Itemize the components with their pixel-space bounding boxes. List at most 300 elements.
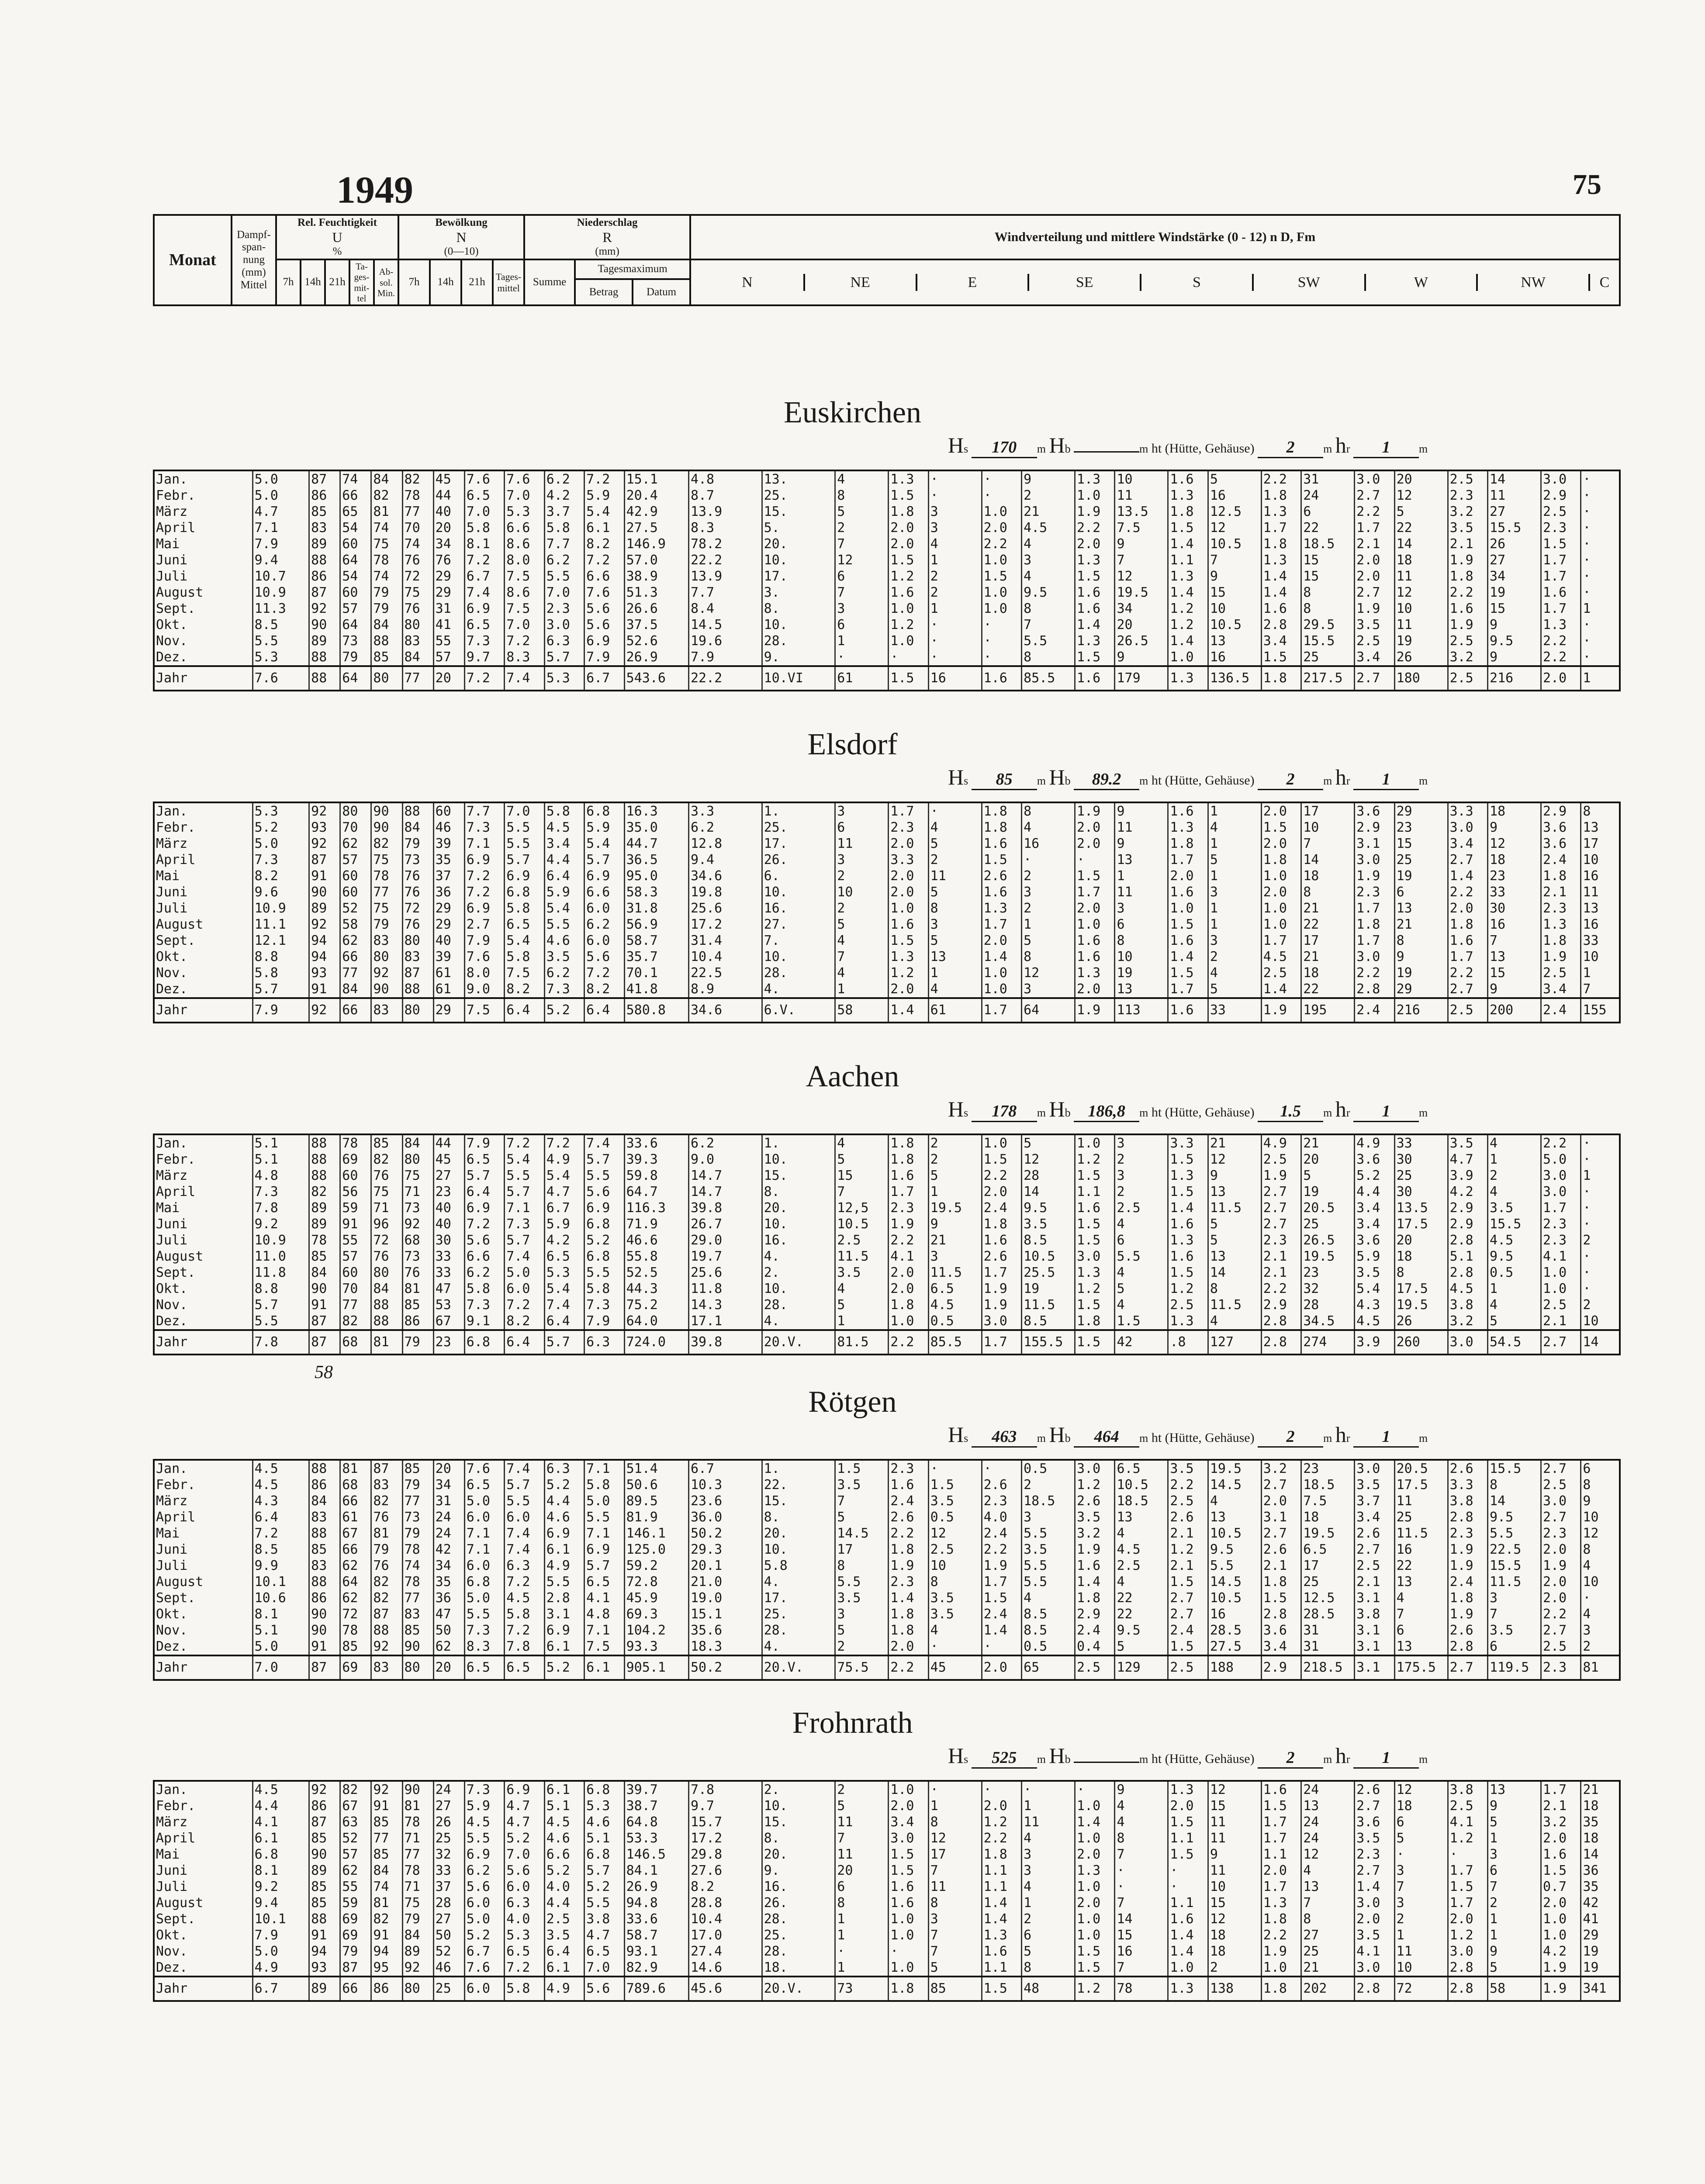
- table-cell: 77: [402, 666, 433, 691]
- table-cell: 7: [835, 584, 889, 601]
- ht-label: ht (Hütte, Gehäuse): [1151, 773, 1255, 788]
- table-cell: 9.5: [1488, 1248, 1541, 1265]
- table-cell: 1: [1488, 1151, 1541, 1168]
- table-cell: 6.7: [584, 666, 624, 691]
- header-n-7h: 7h: [398, 259, 430, 305]
- table-cell: 1.: [762, 1134, 835, 1151]
- table-cell: 180: [1394, 666, 1448, 691]
- hs-value: 463: [972, 1427, 1037, 1448]
- table-cell: 15.7: [688, 1814, 762, 1830]
- table-cell: 8: [1581, 802, 1620, 819]
- table-cell: 20: [835, 1863, 889, 1879]
- table-cell: 3.1: [544, 1606, 584, 1622]
- table-cell: 10.: [762, 552, 835, 568]
- table-cell: 5.0: [252, 1943, 309, 1959]
- table-cell: 4.1: [584, 1590, 624, 1606]
- table-cell: 1.9: [1448, 1541, 1487, 1558]
- table-cell: 3: [1022, 1509, 1075, 1525]
- header-wind-title: Windverteilung und mittlere Windstärke (0 - 12) n D, Fm: [690, 215, 1620, 259]
- table-cell: 10: [1581, 949, 1620, 965]
- table-cell: 2.2: [1075, 520, 1115, 536]
- table-cell: 10.5: [1115, 1477, 1168, 1493]
- table-cell: 12.5: [1301, 1590, 1355, 1606]
- table-cell: 66: [340, 949, 371, 965]
- table-cell: 2.0: [1168, 1798, 1208, 1814]
- table-cell: 3.1: [1355, 1590, 1394, 1606]
- table-cell: 2.7: [1355, 1541, 1394, 1558]
- table-cell: 1.9: [1355, 601, 1394, 617]
- table-cell: 50.2: [688, 1655, 762, 1680]
- table-cell: 55.8: [624, 1248, 688, 1265]
- table-cell: 9.5: [1022, 1200, 1075, 1216]
- table-cell: 58: [1488, 1977, 1541, 2001]
- table-cell: 64: [340, 666, 371, 691]
- header-bew-title: Bewölkung: [435, 217, 488, 228]
- table-cell: 90: [309, 1606, 340, 1622]
- table-cell: 1.9: [1541, 949, 1580, 965]
- table-cell: 6.1: [252, 1830, 309, 1846]
- table-cell: 2.3: [1541, 1525, 1580, 1541]
- table-cell: 82: [340, 1313, 371, 1330]
- table-cell: 9.1: [464, 1313, 504, 1330]
- table-cell: 1.7: [1541, 1200, 1580, 1216]
- table-cell: 91: [309, 1927, 340, 1943]
- table-cell: 6.7: [688, 1460, 762, 1477]
- table-cell: 90: [309, 617, 340, 633]
- table-cell: 4: [835, 1134, 889, 1151]
- table-cell: 86: [309, 1590, 340, 1606]
- table-cell: 8.3: [688, 520, 762, 536]
- hb-sub: b: [1065, 1106, 1071, 1119]
- table-cell: 1.3: [889, 949, 928, 965]
- table-cell: 1.9: [982, 1281, 1021, 1297]
- table-cell: 6.5: [1115, 1460, 1168, 1477]
- table-cell: 1.5: [1075, 1297, 1115, 1313]
- table-cell: 33: [1581, 933, 1620, 949]
- table-cell: 76: [402, 601, 433, 617]
- table-cell: 7: [1208, 552, 1261, 568]
- table-cell: 80: [402, 617, 433, 633]
- table-cell: 1.6: [1261, 1781, 1301, 1798]
- table-cell: 20.V.: [762, 1330, 835, 1355]
- table-cell: 1.8: [1168, 836, 1208, 852]
- table-cell: 1.7: [1355, 520, 1394, 536]
- header-u-14h: 14h: [301, 259, 325, 305]
- table-cell: 1.9: [889, 1558, 928, 1574]
- table-cell: 15: [1301, 568, 1355, 584]
- table-cell: 1.5: [1115, 1313, 1168, 1330]
- hr-value: 1: [1353, 1102, 1419, 1122]
- table-cell: 8.: [762, 1830, 835, 1846]
- table-cell: 88: [309, 1911, 340, 1927]
- table-cell: 13: [1208, 1248, 1261, 1265]
- table-cell: 7.1: [584, 1622, 624, 1638]
- table-cell: 6.9: [505, 1781, 544, 1798]
- table-cell: 2: [1115, 1151, 1168, 1168]
- table-cell: 4.5: [1355, 1313, 1394, 1330]
- ht-label: ht (Hütte, Gehäuse): [1151, 1752, 1255, 1766]
- table-cell: 1.6: [889, 916, 928, 933]
- table-cell: 3.1: [1355, 836, 1394, 852]
- table-cell: 5: [928, 884, 982, 900]
- table-cell: 78: [1115, 1977, 1168, 2001]
- table-cell: 3.8: [1448, 1297, 1487, 1313]
- table-cell: 31.4: [688, 933, 762, 949]
- table-cell: 1.3: [1541, 916, 1580, 933]
- table-cell: 62: [340, 933, 371, 949]
- table-cell: 2.3: [1541, 900, 1580, 916]
- table-cell: 4.2: [1541, 1943, 1580, 1959]
- hb-unit: m: [1139, 1106, 1148, 1119]
- table-cell: 1.3: [1075, 965, 1115, 981]
- table-cell: 7: [1115, 1895, 1168, 1911]
- table-cell: 70.1: [624, 965, 688, 981]
- table-cell: 4.8: [252, 1168, 309, 1184]
- table-cell: 1.7: [1261, 1830, 1301, 1846]
- table-cell: 18.3: [688, 1638, 762, 1655]
- table-cell: 4.3: [252, 1493, 309, 1509]
- table-cell: 30: [433, 1232, 464, 1248]
- table-cell: 7.3: [252, 1184, 309, 1200]
- table-cell: 60: [340, 536, 371, 552]
- table-cell: 13: [1488, 1781, 1541, 1798]
- table-cell: 5.4: [544, 900, 584, 916]
- table-cell: 2.7: [1355, 666, 1394, 691]
- table-cell: 19: [1301, 1184, 1355, 1200]
- table-cell: 26: [1488, 536, 1541, 552]
- table-cell: Mai: [156, 868, 180, 884]
- table-cell: 2.9: [1448, 1200, 1487, 1216]
- table-cell: 1.4: [1448, 868, 1487, 884]
- table-cell: 8: [1394, 1265, 1448, 1281]
- table-cell: 2.0: [1355, 1911, 1394, 1927]
- table-cell: 3.5: [1448, 1134, 1487, 1151]
- table-cell: .8: [1168, 1330, 1208, 1355]
- table-cell: 2: [1022, 487, 1075, 504]
- table-cell: 1: [835, 1313, 889, 1330]
- table-cell: 88: [402, 802, 433, 819]
- table-cell: 2.3: [982, 1493, 1021, 1509]
- table-cell: 6.0: [464, 1895, 504, 1911]
- table-cell: 11: [928, 1879, 982, 1895]
- table-cell: 7: [1488, 1879, 1541, 1895]
- table-cell: 5.0: [252, 836, 309, 852]
- table-cell: 3.4: [889, 1814, 928, 1830]
- hb-label: H: [1049, 1422, 1065, 1447]
- table-cell: 6.5: [505, 1655, 544, 1680]
- table-cell: 18: [1488, 802, 1541, 819]
- table-cell: 1.8: [1261, 852, 1301, 868]
- table-cell: 905.1: [624, 1655, 688, 1680]
- table-cell: 16.: [762, 1232, 835, 1248]
- table-row: [154, 1525, 1620, 1541]
- table-cell: 5.4: [505, 1151, 544, 1168]
- station-data-table: [153, 1780, 1621, 2002]
- table-cell: 5: [835, 1151, 889, 1168]
- table-cell: 30: [1394, 1151, 1448, 1168]
- table-cell: 26: [433, 1814, 464, 1830]
- table-row: [154, 470, 1620, 487]
- header-r-datum: Datum: [633, 279, 690, 305]
- table-cell: 3.0: [1541, 1168, 1580, 1184]
- table-cell: 59.2: [624, 1558, 688, 1574]
- table-cell: 68: [340, 1477, 371, 1493]
- table-cell: 84: [371, 1863, 402, 1879]
- table-cell: 15.5: [1488, 1216, 1541, 1232]
- table-cell: 90: [371, 981, 402, 998]
- table-cell: 66: [340, 998, 371, 1023]
- table-cell: 24: [1301, 487, 1355, 504]
- table-cell: 2.2: [1168, 1477, 1208, 1493]
- table-cell: 1.9: [1355, 868, 1394, 884]
- table-cell: 84: [371, 617, 402, 633]
- table-cell: 10.5: [1022, 1248, 1075, 1265]
- table-cell: 5.7: [464, 1168, 504, 1184]
- table-cell: 2.3: [1541, 1655, 1580, 1680]
- table-cell: August: [156, 1895, 204, 1911]
- table-cell: 68: [340, 1330, 371, 1355]
- table-cell: 87: [309, 1330, 340, 1355]
- table-cell: 7.2: [464, 552, 504, 568]
- table-cell: 260: [1394, 1330, 1448, 1355]
- table-cell: 5: [1208, 1232, 1261, 1248]
- table-cell: 3.5: [1168, 1460, 1208, 1477]
- table-cell: 9: [928, 1216, 982, 1232]
- table-cell: 8.6: [505, 536, 544, 552]
- table-cell: 89: [309, 633, 340, 649]
- table-cell: 89.5: [624, 1493, 688, 1509]
- table-cell: Juni: [156, 1542, 188, 1557]
- table-cell: 7.2: [464, 1216, 504, 1232]
- table-cell: 84: [402, 819, 433, 836]
- table-cell: 13: [1394, 1638, 1448, 1655]
- table-cell: 7.2: [544, 1134, 584, 1151]
- table-cell: ·: [1581, 1134, 1620, 1151]
- table-cell: 1.7: [1448, 1895, 1487, 1911]
- table-cell: 1.0: [889, 1927, 928, 1943]
- table-cell: 44: [433, 487, 464, 504]
- table-cell: 3.7: [544, 504, 584, 520]
- table-cell: 60: [433, 802, 464, 819]
- table-cell: 2.9: [1261, 1297, 1301, 1313]
- table-cell: 29: [1581, 1927, 1620, 1943]
- table-cell: 8: [835, 487, 889, 504]
- table-row: [154, 1248, 1620, 1265]
- table-cell: 8: [1581, 1541, 1620, 1558]
- table-cell: 39.8: [688, 1330, 762, 1355]
- table-cell: 9.7: [464, 649, 504, 666]
- table-cell: 7: [835, 949, 889, 965]
- table-cell: 14: [1301, 852, 1355, 868]
- table-cell: 91: [340, 1216, 371, 1232]
- header-rel-feuchtigkeit: [276, 215, 398, 259]
- table-cell: 7.6: [464, 1460, 504, 1477]
- table-cell: 9.5: [1488, 1509, 1541, 1525]
- table-cell: 2.3: [1448, 1525, 1487, 1541]
- hr-label: h: [1335, 1097, 1346, 1121]
- table-cell: 78: [402, 1574, 433, 1590]
- station-name: Frohnrath: [792, 1706, 913, 1740]
- table-cell: 90: [371, 819, 402, 836]
- table-cell: 25: [433, 1977, 464, 2001]
- hb-sub: b: [1065, 774, 1071, 787]
- table-cell: 1.5: [982, 568, 1021, 584]
- table-cell: 73: [402, 852, 433, 868]
- table-cell: 8: [1115, 1830, 1168, 1846]
- table-cell: 1.3: [1168, 1168, 1208, 1184]
- table-row: [154, 1927, 1620, 1943]
- table-row: [154, 1830, 1620, 1846]
- table-cell: 1.8: [1261, 1574, 1301, 1590]
- table-cell: 5.2: [544, 998, 584, 1023]
- table-cell: 7.1: [464, 1541, 504, 1558]
- table-cell: 2.3: [1261, 1232, 1301, 1248]
- table-cell: 3.5: [1022, 1541, 1075, 1558]
- table-cell: 69: [340, 1655, 371, 1680]
- table-cell: 116.3: [624, 1200, 688, 1216]
- table-cell: 77: [402, 1493, 433, 1509]
- table-cell: Juli: [156, 569, 188, 584]
- table-cell: 3.5: [835, 1590, 889, 1606]
- hb-label: H: [1049, 433, 1065, 457]
- table-cell: 146.5: [624, 1846, 688, 1863]
- table-cell: 2.7: [1541, 1622, 1580, 1638]
- table-cell: 15: [835, 1168, 889, 1184]
- table-cell: 7: [1115, 1846, 1168, 1863]
- table-cell: 5.5: [464, 1830, 504, 1846]
- table-cell: 6: [1394, 884, 1448, 900]
- table-cell: Mai: [156, 1526, 180, 1541]
- table-cell: 2.6: [1355, 1781, 1394, 1798]
- table-cell: Juli: [156, 1558, 188, 1573]
- table-cell: 8: [1208, 1281, 1261, 1297]
- table-cell: 32: [1301, 1281, 1355, 1297]
- table-cell: 20.V.: [762, 1977, 835, 2001]
- hs-unit: m: [1037, 1432, 1046, 1444]
- table-cell: 2.1: [1261, 1265, 1301, 1281]
- table-cell: 15.: [762, 1814, 835, 1830]
- table-cell: 10: [1208, 1879, 1261, 1895]
- table-cell: 7: [835, 536, 889, 552]
- table-cell: 8: [928, 1574, 982, 1590]
- table-cell: 8: [928, 1895, 982, 1911]
- table-cell: 79: [371, 584, 402, 601]
- table-cell: 1.0: [889, 1313, 928, 1330]
- table-row: [154, 1622, 1620, 1638]
- table-cell: 5.3: [544, 1265, 584, 1281]
- table-cell: 83: [309, 1509, 340, 1525]
- table-cell: 82: [371, 1493, 402, 1509]
- table-cell: 31: [433, 601, 464, 617]
- table-cell: 28: [1022, 1168, 1075, 1184]
- table-row: [154, 1168, 1620, 1184]
- table-cell: 3.0: [1541, 1184, 1580, 1200]
- table-cell: 2.9: [1355, 819, 1394, 836]
- header-dir-ne: NE: [803, 274, 916, 291]
- table-cell: 22.: [762, 1477, 835, 1493]
- table-cell: 45: [433, 470, 464, 487]
- table-cell: 17: [1301, 1558, 1355, 1574]
- table-cell: 13: [1208, 633, 1261, 649]
- table-cell: 2.0: [1075, 819, 1115, 836]
- table-cell: 20.V.: [762, 1655, 835, 1680]
- table-cell: 26.9: [624, 1879, 688, 1895]
- table-cell: Okt.: [156, 1281, 188, 1296]
- table-cell: 4: [1208, 819, 1261, 836]
- table-cell: 81: [371, 1525, 402, 1541]
- table-cell: 5.4: [584, 836, 624, 852]
- table-cell: 4.2: [544, 1232, 584, 1248]
- table-cell: 1.6: [1168, 802, 1208, 819]
- table-cell: 3.2: [1261, 1460, 1301, 1477]
- table-cell: 28.5: [1208, 1622, 1261, 1638]
- table-cell: 7.2: [584, 552, 624, 568]
- table-cell: 33.6: [624, 1911, 688, 1927]
- table-cell: 1.9: [1261, 1943, 1301, 1959]
- table-cell: Febr.: [156, 1152, 196, 1167]
- table-cell: 1.8: [1448, 1590, 1487, 1606]
- table-cell: 29: [1394, 981, 1448, 998]
- table-row: [154, 1781, 1620, 1798]
- table-cell: 9: [1115, 536, 1168, 552]
- table-cell: 10.: [762, 884, 835, 900]
- table-cell: 23: [1394, 819, 1448, 836]
- table-cell: 54.5: [1488, 1330, 1541, 1355]
- table-cell: 10.: [762, 1541, 835, 1558]
- table-cell: 2.2: [1261, 1281, 1301, 1297]
- hb-value: 464: [1074, 1427, 1139, 1448]
- table-cell: ·: [1581, 1184, 1620, 1200]
- table-cell: 2: [1488, 1168, 1541, 1184]
- table-cell: 12.1: [252, 933, 309, 949]
- table-cell: 1.6: [1448, 601, 1487, 617]
- table-cell: 14.5: [1208, 1574, 1261, 1590]
- table-cell: 4.0: [544, 1879, 584, 1895]
- table-cell: 3: [1208, 884, 1261, 900]
- table-cell: 88: [402, 981, 433, 998]
- table-cell: 10: [928, 1558, 982, 1574]
- table-cell: 85: [309, 1541, 340, 1558]
- table-cell: 2: [1022, 1477, 1075, 1493]
- header-dampf-2: span-: [242, 241, 266, 253]
- table-cell: 6.6: [544, 1846, 584, 1863]
- table-cell: 1.0: [1541, 1281, 1580, 1297]
- table-cell: 7.0: [505, 617, 544, 633]
- table-cell: 68: [402, 1232, 433, 1248]
- table-cell: 3.6: [1541, 836, 1580, 852]
- table-cell: 2.8: [1355, 981, 1394, 998]
- hb-value: [1074, 451, 1139, 453]
- table-cell: 5.3: [505, 504, 544, 520]
- table-cell: 37.5: [624, 617, 688, 633]
- table-cell: 52: [433, 1943, 464, 1959]
- table-cell: 94.8: [624, 1895, 688, 1911]
- table-cell: 5.5: [1022, 633, 1075, 649]
- table-cell: März: [156, 504, 188, 519]
- table-cell: 3.4: [1355, 1509, 1394, 1525]
- table-cell: 6: [835, 617, 889, 633]
- table-cell: 3: [1022, 1846, 1075, 1863]
- table-cell: 2: [835, 900, 889, 916]
- table-row: [154, 933, 1620, 949]
- table-cell: 79: [402, 1525, 433, 1541]
- table-row: [154, 852, 1620, 868]
- page-number: 75: [1573, 169, 1601, 200]
- table-cell: Dez.: [156, 650, 188, 665]
- table-cell: 4.9: [252, 1959, 309, 1977]
- table-cell: 1.0: [1168, 900, 1208, 916]
- table-cell: 5.7: [505, 1184, 544, 1200]
